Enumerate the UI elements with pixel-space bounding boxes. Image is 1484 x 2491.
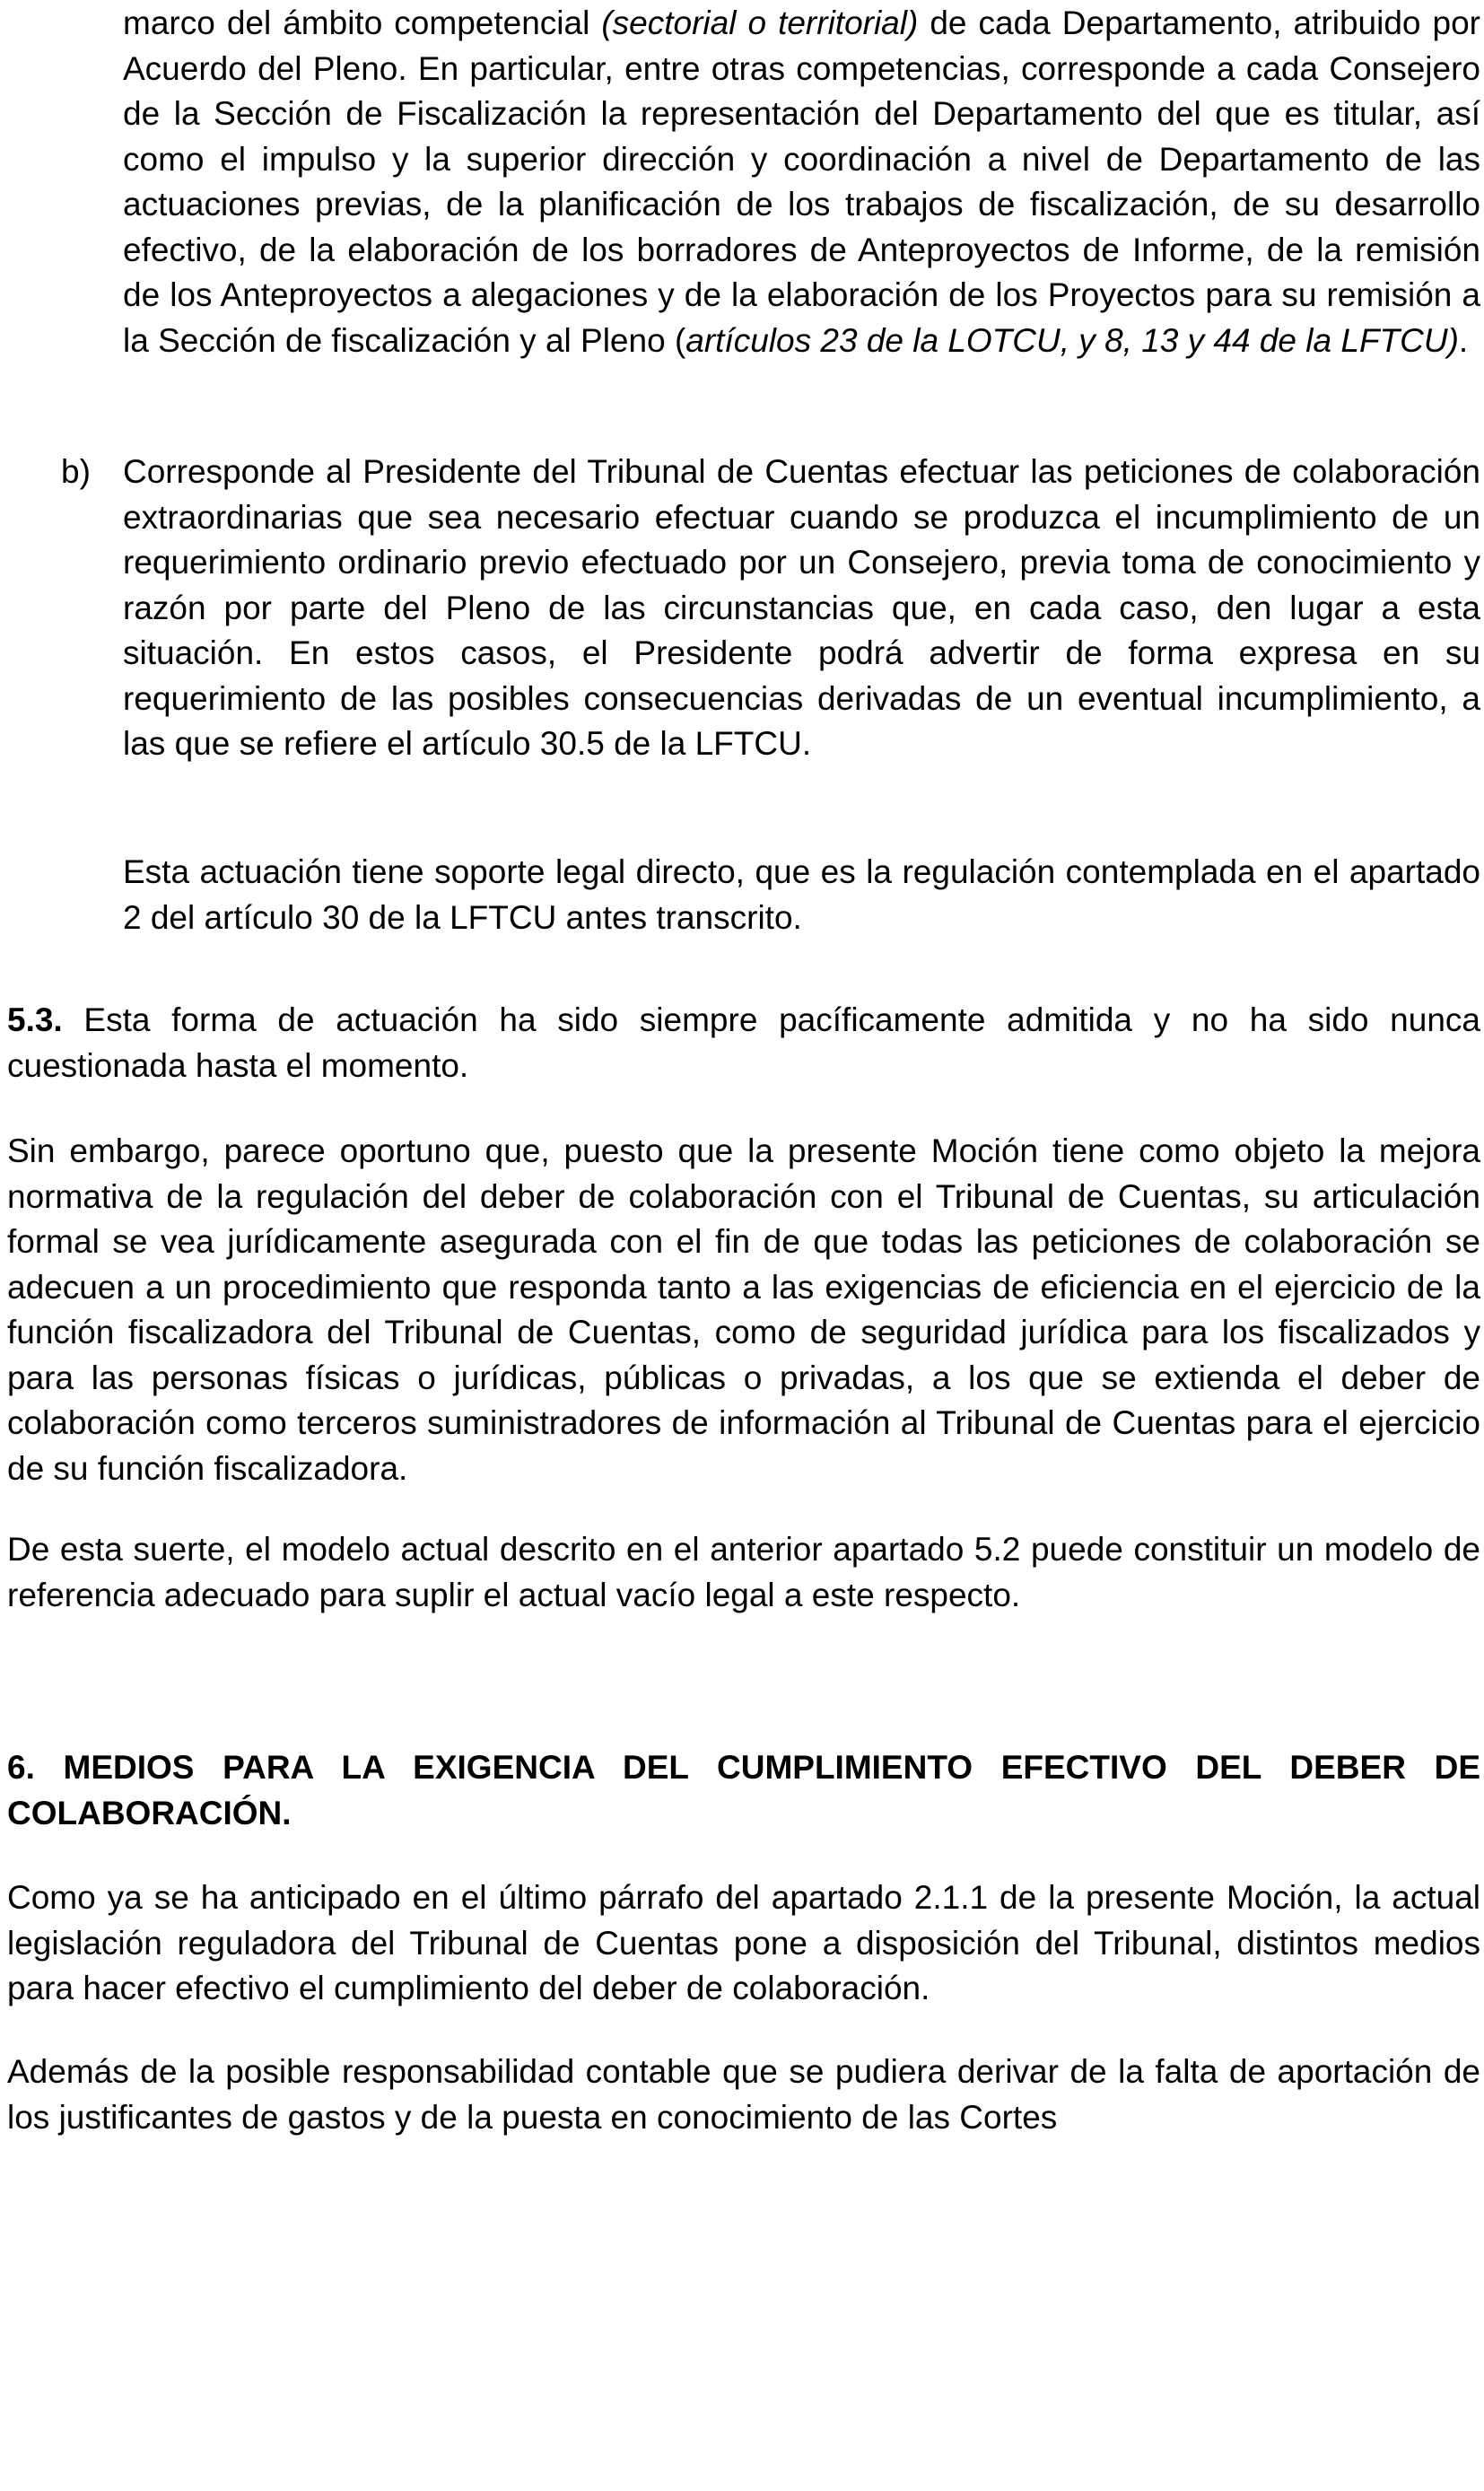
text-run: . [1458,321,1469,359]
italic-run: (sectorial o territorial) [601,4,919,41]
text-run: marco del ámbito competencial [123,4,602,41]
list-label-b: b) [61,453,91,490]
paragraph-5-3-c: De esta suerte, el modelo actual descrito en el anterior apartado 5.2 puede constituir un modelo de referencia adecuado para suplir el actual vacío legal a este respecto. [7,1531,1480,1613]
italic-run: artículos 23 de la LOTCU, y 8, 13 y 44 de la LFTCU) [685,321,1459,359]
text-run: de cada Departamento, atribuido por Acuerdo del Pleno. En particular, entre otras competencias, corresponde a cada Consejero de la Sección de Fiscalización la representación del Departamento del que es titular, así como el impulso y la superior dirección y coordinación a nivel de Departamento de las actuaciones previas, de la planificación de los trabajos de fiscalización, de su desarrollo efectivo, de la elaboración de los borradores de Anteproyectos de Informe, de la remisión de los Anteproyectos a alegaciones y de la elaboración de los Proyectos para su remisión a la Sección de fiscalización y al Pleno ( [123,4,1480,359]
paragraph-b-followup: Esta actuación tiene soporte legal directo, que es la regulación contemplada en el apartado 2 del artículo 30 de la LFTCU antes transcrito. [123,853,1480,936]
paragraph-b: Corresponde al Presidente del Tribunal de Cuentas efectuar las peticiones de colaboración extraordinarias que sea necesario efectuar cuando se produzca el incumplimiento de un requerimiento ordinario previo efectuado por un Consejero, previa toma de conocimiento y razón por parte del Pleno de las circunstancias que, en cada caso, den lugar a esta situación. En estos casos, el Presidente podrá advertir de forma expresa en su requerimiento de las posibles consecuencias derivadas de un eventual incumplimiento, a las que se refiere el artículo 30.5 de la LFTCU. [123,453,1480,762]
section-6-heading: 6. MEDIOS PARA LA EXIGENCIA DEL CUMPLIMIENTO EFECTIVO DEL DEBER DE COLABORACIÓN. [7,1749,1480,1831]
text-run: Esta forma de actuación ha sido siempre pacíficamente admitida y no ha sido nunca cuestionada hasta el momento. [7,1001,1480,1084]
paragraph-5-3-b: Sin embargo, parece oportuno que, puesto que la presente Moción tiene como objeto la mejora normativa de la regulación del deber de colaboración con el Tribunal de Cuentas, su articulación formal se vea jurídicamente asegurada con el fin de que todas las peticiones de colaboración se adecuen a un procedimiento que responda tanto a las exigencias de eficiencia en el ejercicio de la función fiscalizadora del Tribunal de Cuentas, como de seguridad jurídica para los fiscalizados y para las personas físicas o jurídicas, públicas o privadas, a los que se extienda el deber de colaboración como terceros suministradores de información al Tribunal de Cuentas para el ejercicio de su función fiscalizadora. [7,1132,1480,1487]
paragraph-6-b: Además de la posible responsabilidad contable que se pudiera derivar de la falta de aportación de los justificantes de gastos y de la puesta en conocimiento de las Cortes [7,2053,1480,2136]
section-number: 5.3. [7,1001,63,1038]
paragraph-5-3 [7,998,1480,1088]
paragraph-6-a: Como ya se ha anticipado en el último párrafo del apartado 2.1.1 de la presente Moción, la actual legislación reguladora del Tribunal de Cuentas pone a disposición del Tribunal, distintos medios para hacer efectivo el cumplimiento del deber de colaboración. [7,1879,1480,2006]
paragraph-a-continuation [123,1,1480,363]
